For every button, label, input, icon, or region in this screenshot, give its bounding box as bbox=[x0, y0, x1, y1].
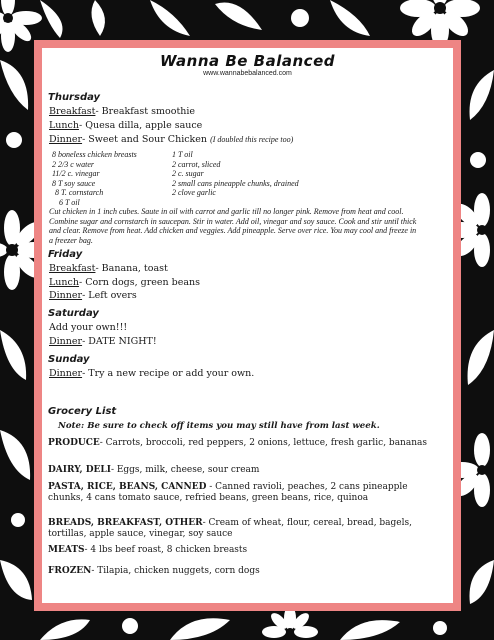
grocery-item-meats bbox=[48, 545, 440, 556]
dinner-value: - DATE NIGHT! bbox=[82, 336, 157, 347]
dinner-label: Dinner bbox=[49, 368, 83, 379]
lunch-value: - Corn dogs, green beans bbox=[78, 277, 201, 288]
ingredient: 8 T. cornstarch bbox=[55, 188, 104, 197]
thursday-dinner bbox=[49, 134, 293, 145]
breakfast-label: Breakfast bbox=[49, 263, 96, 274]
friday-dinner bbox=[49, 290, 137, 301]
sunday-dinner bbox=[49, 368, 254, 379]
ingredient: 6 T oil bbox=[59, 197, 80, 207]
grocery-item-breads bbox=[48, 518, 440, 539]
lunch-label: Lunch bbox=[49, 277, 79, 288]
grocery-item-pasta bbox=[48, 482, 440, 503]
dinner-label: Dinner bbox=[49, 336, 83, 347]
thursday-breakfast bbox=[49, 106, 195, 117]
breakfast-value: - Breakfast smoothie bbox=[95, 106, 196, 117]
grocery-category: PRODUCE bbox=[48, 438, 100, 448]
ingredient: 2 2/3 c water bbox=[52, 159, 94, 169]
grocery-text: - Eggs, milk, cheese, sour cream bbox=[110, 465, 260, 475]
ingredient: 8 boneless chicken breasts bbox=[52, 150, 137, 159]
ingredient: 11/2 c. vinegar bbox=[52, 169, 100, 178]
dinner-label: Dinner bbox=[49, 290, 83, 301]
grocery-category: DAIRY, DELI bbox=[48, 465, 111, 475]
breakfast-value: - Banana, toast bbox=[95, 263, 168, 274]
grocery-text: - Cream of wheat, flour, cereal, bread, bagels, tortillas, apple sauce, vinegar, soy sauce bbox=[48, 518, 412, 539]
breakfast-label: Breakfast bbox=[49, 106, 96, 117]
grocery-text: - 4 lbs beef roast, 8 chicken breasts bbox=[84, 545, 248, 555]
grocery-text: - Carrots, broccoli, red peppers, 2 onions, lettuce, fresh garlic, bananas bbox=[99, 438, 427, 448]
friday-lunch bbox=[49, 277, 200, 288]
grocery-category: MEATS bbox=[48, 545, 85, 555]
day-heading-friday: Friday bbox=[48, 249, 83, 260]
day-heading-saturday: Saturday bbox=[48, 308, 99, 319]
grocery-category: FROZEN bbox=[48, 566, 92, 576]
lunch-label: Lunch bbox=[49, 120, 79, 131]
dinner-value: - Left overs bbox=[82, 290, 137, 301]
ingredient: 2 carrot, sliced bbox=[172, 159, 221, 169]
ingredient: 8 T soy sauce bbox=[52, 178, 96, 188]
page-title: Wanna Be Balanced bbox=[160, 52, 335, 70]
dinner-value: - Try a new recipe or add your own. bbox=[82, 368, 255, 379]
grocery-category: BREADS, BREAKFAST, OTHER bbox=[48, 518, 203, 528]
friday-breakfast bbox=[49, 263, 168, 274]
grocery-note: Note: Be sure to check off items you may still have from last week. bbox=[58, 421, 380, 431]
grocery-list-title: Grocery List bbox=[48, 406, 117, 417]
grocery-item-produce bbox=[48, 438, 440, 449]
website-url: www.wannabebalanced.com bbox=[203, 70, 292, 77]
day-heading-sunday: Sunday bbox=[48, 354, 90, 365]
recipe-instructions: Cut chicken in 1 inch cubes. Saute in oil with carrot and garlic till no longer pink. Remove from heat and cool. Combine sugar and cornstarch in saucepan. Stir in water. Add oil, vinegar and soy sauce. Cook and stir until thick and clear. Remove from heat. Add chicken and veggies. Add pineapple. Serve over rice. You may cool and freeze in a freezer bag. bbox=[49, 207, 417, 245]
saturday-note: Add your own!!! bbox=[49, 322, 128, 333]
grocery-category: PASTA, RICE, BEANS, CANNED bbox=[48, 482, 207, 492]
saturday-dinner bbox=[49, 336, 157, 347]
ingredient: 2 c. sugar bbox=[172, 169, 204, 178]
ingredients-right bbox=[172, 150, 299, 198]
dinner-value: - Sweet and Sour Chicken bbox=[82, 134, 208, 145]
grocery-item-dairy bbox=[48, 465, 440, 476]
grocery-item-frozen bbox=[48, 566, 440, 577]
grocery-text: - Tilapia, chicken nuggets, corn dogs bbox=[91, 566, 260, 576]
lunch-value: - Quesa dilla, apple sauce bbox=[78, 120, 203, 131]
dinner-label: Dinner bbox=[49, 134, 83, 145]
thursday-lunch bbox=[49, 120, 202, 131]
grocery-text: - Canned ravioli, peaches, 2 cans pineapple chunks, 4 cans tomato sauce, refried beans, green beans, rice, quinoa bbox=[48, 482, 408, 503]
ingredient: 2 clove garlic bbox=[172, 188, 216, 197]
day-heading-thursday: Thursday bbox=[48, 92, 101, 103]
dinner-note: (I doubled this recipe too) bbox=[210, 135, 294, 144]
ingredients-left bbox=[52, 150, 137, 207]
ingredient: 1 T oil bbox=[172, 150, 193, 159]
ingredient: 2 small cans pineapple chunks, drained bbox=[172, 178, 299, 188]
meal-plan-page bbox=[42, 48, 453, 603]
